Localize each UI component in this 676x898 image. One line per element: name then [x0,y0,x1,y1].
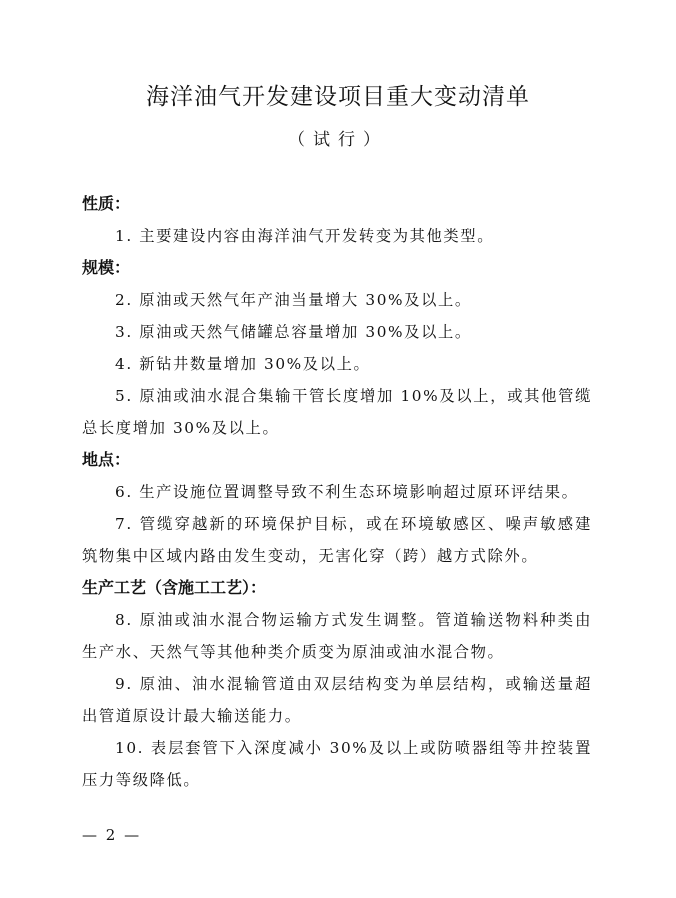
document-subtitle: （试行） [288,130,388,150]
list-item: 4. 新钻井数量增加 30%及以上。 [115,355,371,373]
list-item: 7. 管缆穿越新的环境保护目标，或在环境敏感区、噪声敏感建筑物集中区域内路由发生变动，无害化穿（跨）越方式除外。 [82,515,592,565]
list-item: 8. 原油或油水混合物运输方式发生调整。管道输送物料种类由生产水、天然气等其他种类介质变为原油或油水混合物。 [82,611,592,661]
document-body [82,188,592,796]
list-item: 6. 生产设施位置调整导致不利生态环境影响超过原环评结果。 [115,483,579,501]
section-location [82,444,592,572]
list-item: 3. 原油或天然气储罐总容量增加 30%及以上。 [115,323,472,341]
section-scale [82,252,592,444]
section-heading: 生产工艺（含施工工艺）： [82,578,267,597]
section-heading: 地点： [82,450,131,469]
list-item: 9. 原油、油水混输管道由双层结构变为单层结构，或输送量超出管道原设计最大输送能力。 [82,675,592,725]
section-heading: 规模： [82,258,131,277]
list-item: 2. 原油或天然气年产油当量增大 30%及以上。 [115,291,472,309]
document-title: 海洋油气开发建设项目重大变动清单 [146,84,530,110]
list-item: 10. 表层套管下入深度减小 30%及以上或防喷器组等井控装置压力等级降低。 [82,739,592,789]
section-nature [82,188,592,252]
list-item: 5. 原油或油水混合集输干管长度增加 10%及以上，或其他管缆总长度增加 30%及以上。 [82,387,592,437]
page-number: — 2 — [82,826,142,844]
list-item: 1. 主要建设内容由海洋油气开发转变为其他类型。 [115,227,495,245]
section-production-process [82,572,592,796]
section-heading: 性质： [82,194,131,213]
